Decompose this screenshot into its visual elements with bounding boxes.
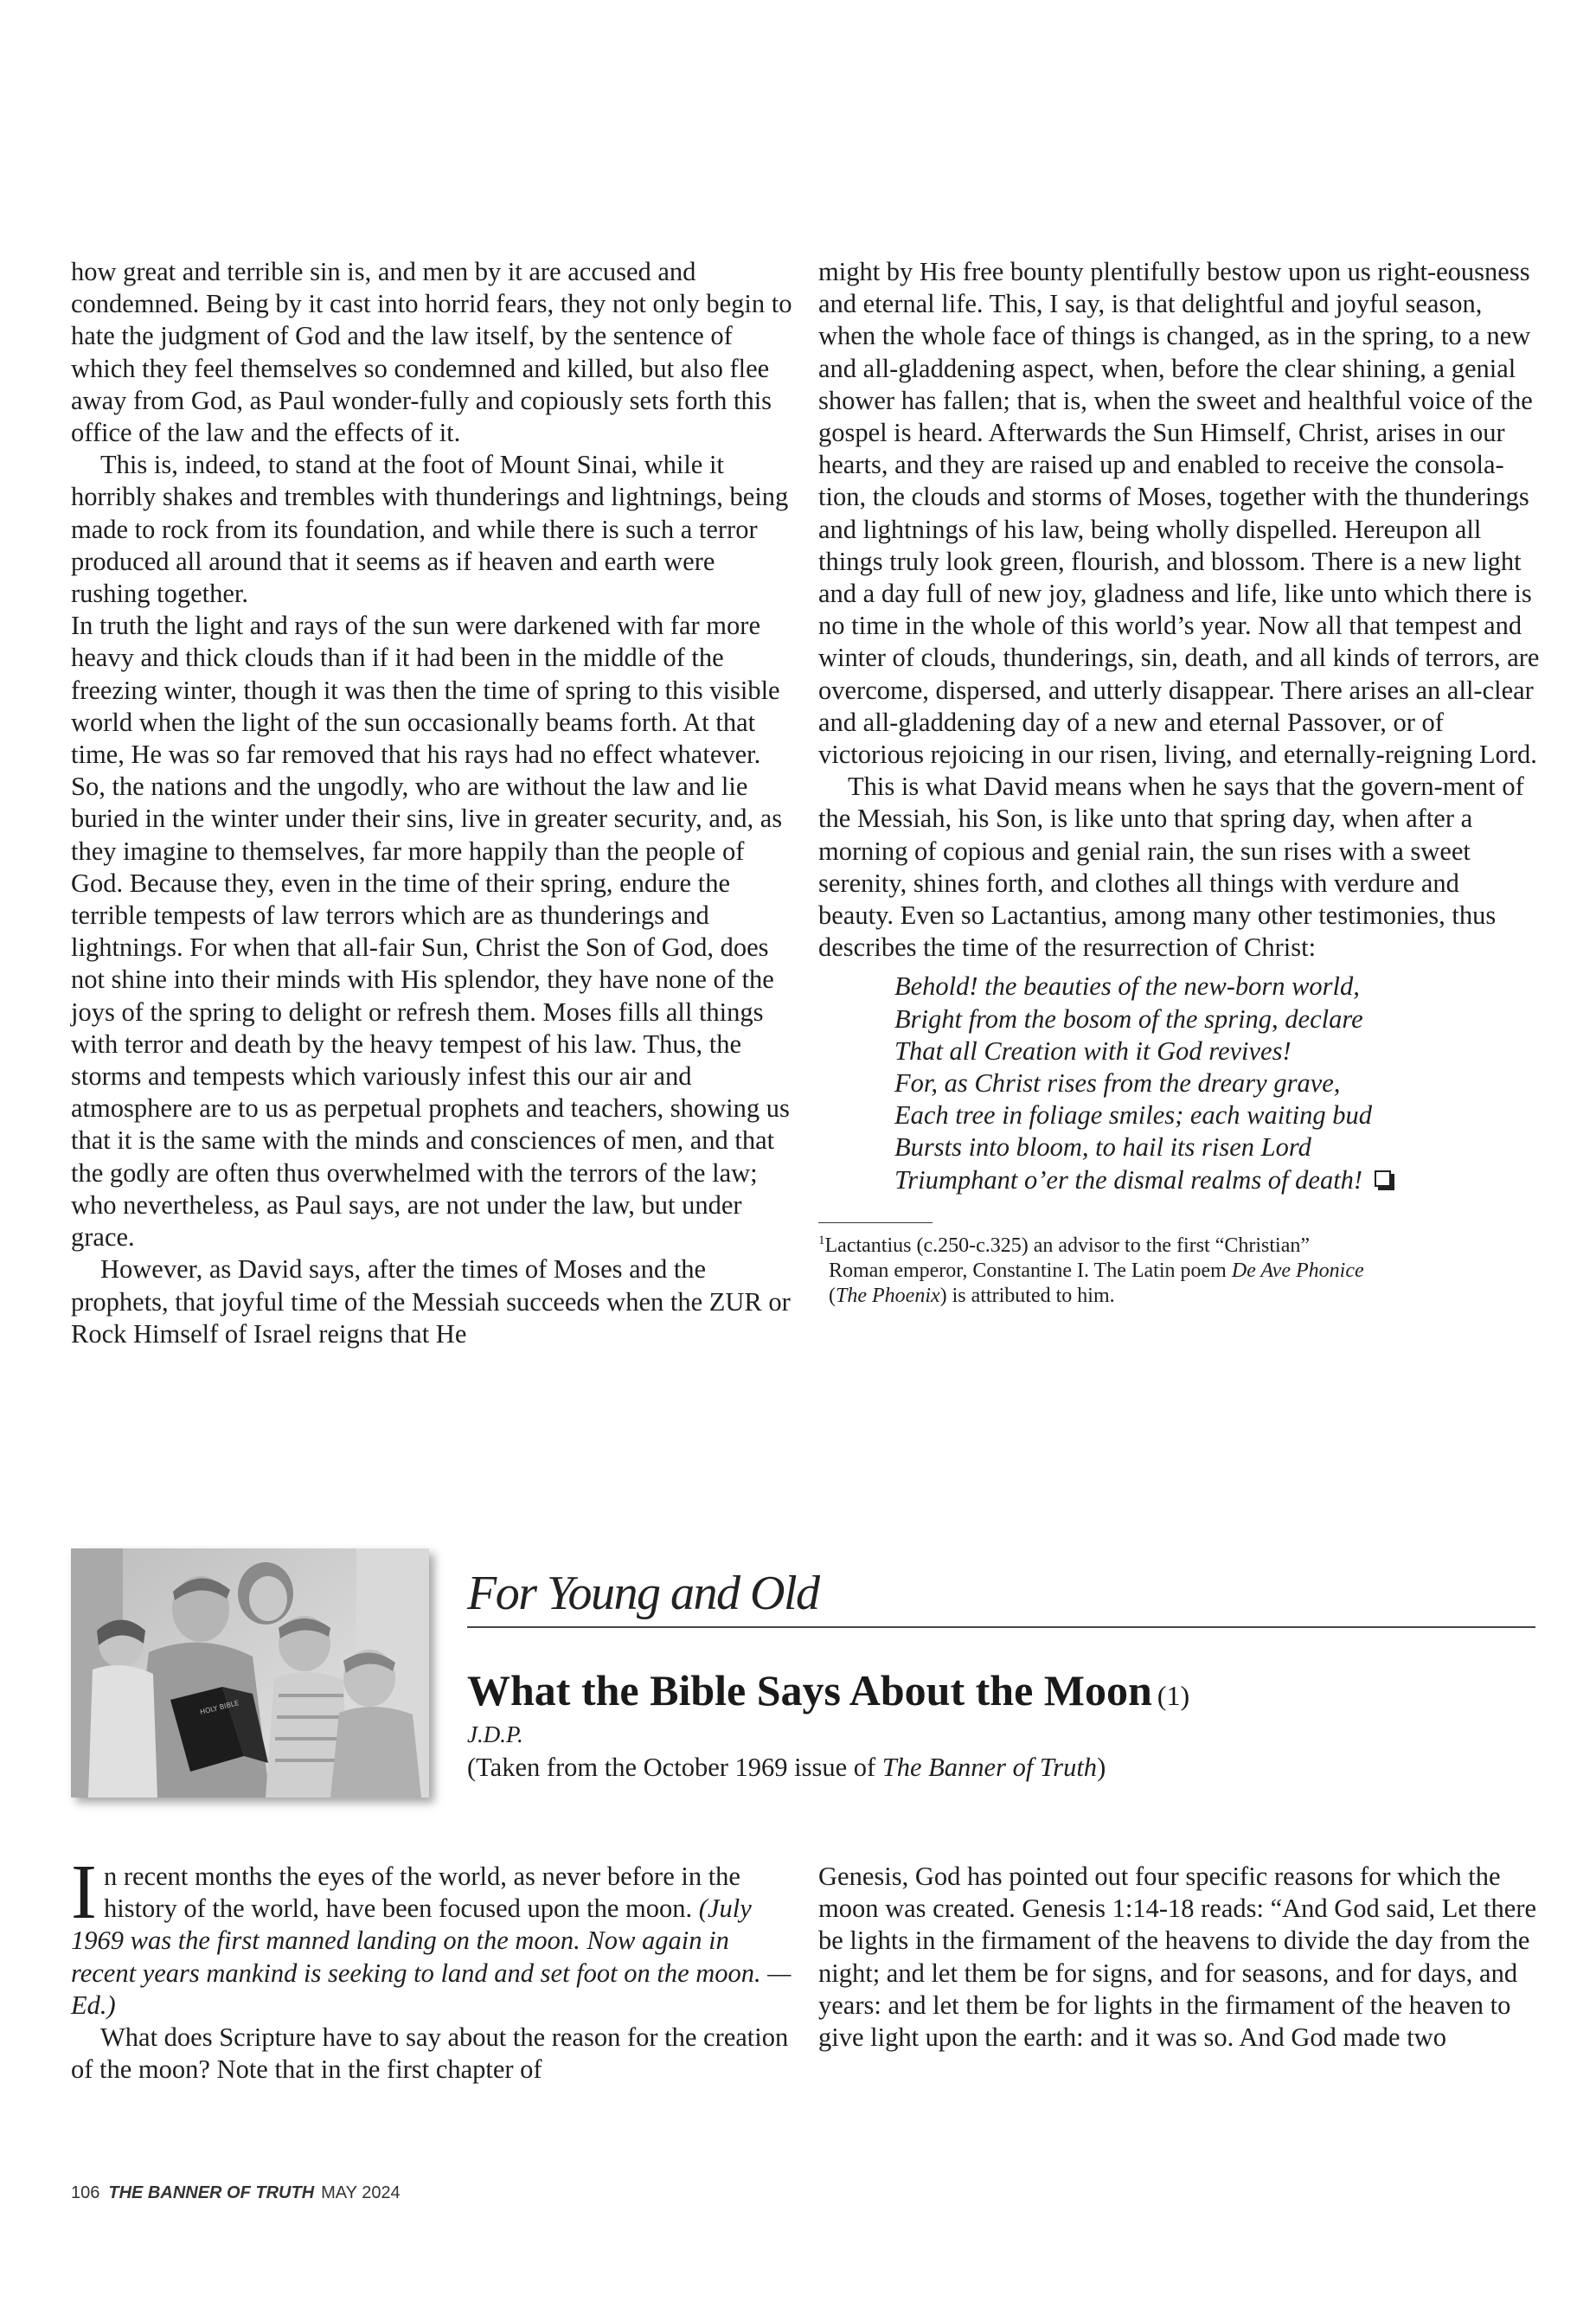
footnote-title-latin: De Ave Phonice bbox=[1231, 1259, 1364, 1282]
source-note bbox=[467, 1751, 1106, 1784]
article-right-column bbox=[818, 1861, 1541, 2054]
magazine-name: THE BANNER OF TRUTH bbox=[108, 2183, 315, 2202]
footnote-line: Roman emperor, Constantine I. The Latin poem bbox=[829, 1259, 1232, 1282]
issue-date: MAY 2024 bbox=[321, 2183, 401, 2202]
poem-line: Each tree in foliage smiles; each waiting bud bbox=[894, 1100, 1373, 1131]
svg-text:HOLY BIBLE: HOLY BIBLE bbox=[199, 1699, 240, 1716]
body-paragraph: However, as David says, after the times of Moses and the prophets, that joyful time of the Messiah succeeds when the ZUR or Rock Himself of Israel reigns that He bbox=[71, 1254, 791, 1349]
poem-line: For, as Christ rises from the dreary grave, bbox=[894, 1068, 1341, 1099]
article-title-text: What the Bible Says About the Moon bbox=[467, 1666, 1152, 1715]
right-column bbox=[818, 256, 1541, 1309]
article-part-number: (1) bbox=[1157, 1680, 1190, 1711]
poem-line: Behold! the beauties of the new-born world, bbox=[894, 971, 1360, 1002]
poem-line: Bright from the bosom of the spring, declare bbox=[894, 1003, 1363, 1034]
left-column bbox=[71, 256, 798, 1350]
end-of-article-icon bbox=[1375, 1170, 1391, 1187]
source-note-close: ) bbox=[1097, 1753, 1106, 1782]
section-title: For Young and Old bbox=[467, 1567, 819, 1620]
footnote bbox=[818, 1228, 1541, 1309]
drop-cap: I bbox=[71, 1849, 97, 1935]
editor-note: (July 1969 was the first manned landing on the moon. Now again in recent years mankind is seeking to land and set foot on the moon. —Ed.) bbox=[71, 1894, 792, 2020]
body-paragraph: Genesis, God has pointed out four specific reasons for which the moon was created. Genesis 1:14-18 reads: “And God said, Let there be lights in the firmament of the heavens to divide the day from the night; and let them be for signs, and for seasons, and for days, and years: and let them be for lights in the firmament of the heaven to give light upon the earth: and it was so. And God made two bbox=[818, 1862, 1537, 2053]
footnote-paren: ( bbox=[829, 1284, 836, 1307]
article-intro-text: n recent months the eyes of the world, as never before in the history of the world, have been focused upon the moon. bbox=[103, 1862, 740, 1924]
page-number: 106 bbox=[71, 2183, 100, 2202]
section-title-rule bbox=[467, 1626, 1535, 1628]
footnote-marker: 1 bbox=[818, 1233, 825, 1247]
article-title bbox=[467, 1664, 1189, 1721]
body-paragraph: This is what David means when he says that the govern-ment of the Messiah, his Son, is like unto that spring day, when after a morning of copious and genial rain, the sun rises with a sweet serenity, shines forth, and clothes all things with verdure and beauty. Even so Lactantius, among many other testimonies, thus describes the time of the resurrection of Christ: bbox=[818, 772, 1524, 963]
poem-line: Triumphant o’er the dismal realms of death! bbox=[894, 1164, 1363, 1195]
body-paragraph: how great and terrible sin is, and men by it are accused and condemned. Being by it cast into horrid fears, they not only begin to hate the judgment of God and the law itself, by the sentence of which they feel themselves so condemned and killed, but also flee away from God, as Paul wonder-fully and copiously sets forth this office of the law and the effects of it. bbox=[71, 257, 792, 448]
poem-quote bbox=[894, 971, 1541, 1195]
article-left-column bbox=[71, 1849, 798, 2086]
body-paragraph: might by His free bounty plentifully bestow upon us right-eousness and eternal life. This, I say, is that delightful and joyful season, when the whole face of things is changed, as in the spring, to a new and all-gladdening aspect, when, before the clear shining, a genial shower has fallen; that is, when the sweet and healthful voice of the gospel is heard. Afterwards the Sun Himself, Christ, arises in our hearts, and they are raised up and enabled to receive the consola-tion, the clouds and storms of Moses, together with the thunderings and lightnings of his law, being wholly dispelled. Hereupon all things truly look green, flourish, and blossom. There is a new light and a day full of new joy, gladness and life, like unto which there is no time in the whole of this world’s year. Now all that tempest and winter of clouds, thunderings, sin, death, and all kinds of terrors, are overcome, dispersed, and utterly disappear. There arises an all-clear and all-gladdening day of a new and eternal Passover, or of victorious rejoicing in our risen, living, and eternally-reigning Lord. bbox=[818, 257, 1540, 770]
page-footer bbox=[71, 2183, 401, 2203]
family-reading-bible-photo bbox=[71, 1548, 429, 1798]
poem-line: That all Creation with it God revives! bbox=[894, 1035, 1292, 1066]
article-intro-paragraph bbox=[71, 1849, 798, 2022]
source-note-text: (Taken from the October 1969 issue of bbox=[467, 1753, 882, 1782]
author-byline: J.D.P. bbox=[467, 1721, 523, 1747]
poem-line: Bursts into bloom, to hail its risen Lord bbox=[894, 1132, 1311, 1163]
source-publication: The Banner of Truth bbox=[881, 1753, 1098, 1782]
body-paragraph: In truth the light and rays of the sun were darkened with far more heavy and thick clouds than if it had been in the middle of the freezing winter, though it was then the time of spring to this visible world when the light of the sun occasionally beams forth. At that time, He was so far removed that his rays had no effect whatever. So, the nations and the ungodly, who are without the law and lie buried in the winter under their sins, live in greater security, and, as they imagine to themselves, far more happily than the people of God. Because they, even in the time of their spring, endure the terrible tempests of law terrors which are as thunderings and lightnings. For when that all-fair Sun, Christ the Son of God, does not shine into their minds with His splendor, they have none of the joys of the spring to delight or refresh them. Moses fills all things with terror and death by the heavy tempest of his law. Thus, the storms and tempests which variously infest this our air and atmosphere are to us as perpetual prophets and teachers, showing us that it is the same with the minds and consciences of men, and that the godly are often thus overwhelmed with the terrors of the law; who nevertheless, as Paul says, are not under the law, but under grace. bbox=[71, 611, 790, 1253]
body-paragraph: This is, indeed, to stand at the foot of Mount Sinai, while it horribly shakes and trembles with thunderings and lightnings, being made to rock from its foundation, and while there is such a terror produced all around that it seems as if heaven and earth were rushing together. bbox=[71, 450, 789, 609]
footnote-divider bbox=[818, 1222, 933, 1223]
footnote-line: ) is attributed to him. bbox=[939, 1284, 1115, 1307]
body-paragraph: What does Scripture have to say about the reason for the creation of the moon? Note that in the first chapter of bbox=[71, 2022, 789, 2085]
footnote-title-english: The Phoenix bbox=[836, 1284, 940, 1307]
footnote-line: Lactantius (c.250-c.325) an advisor to the first “Christian” bbox=[824, 1234, 1310, 1257]
